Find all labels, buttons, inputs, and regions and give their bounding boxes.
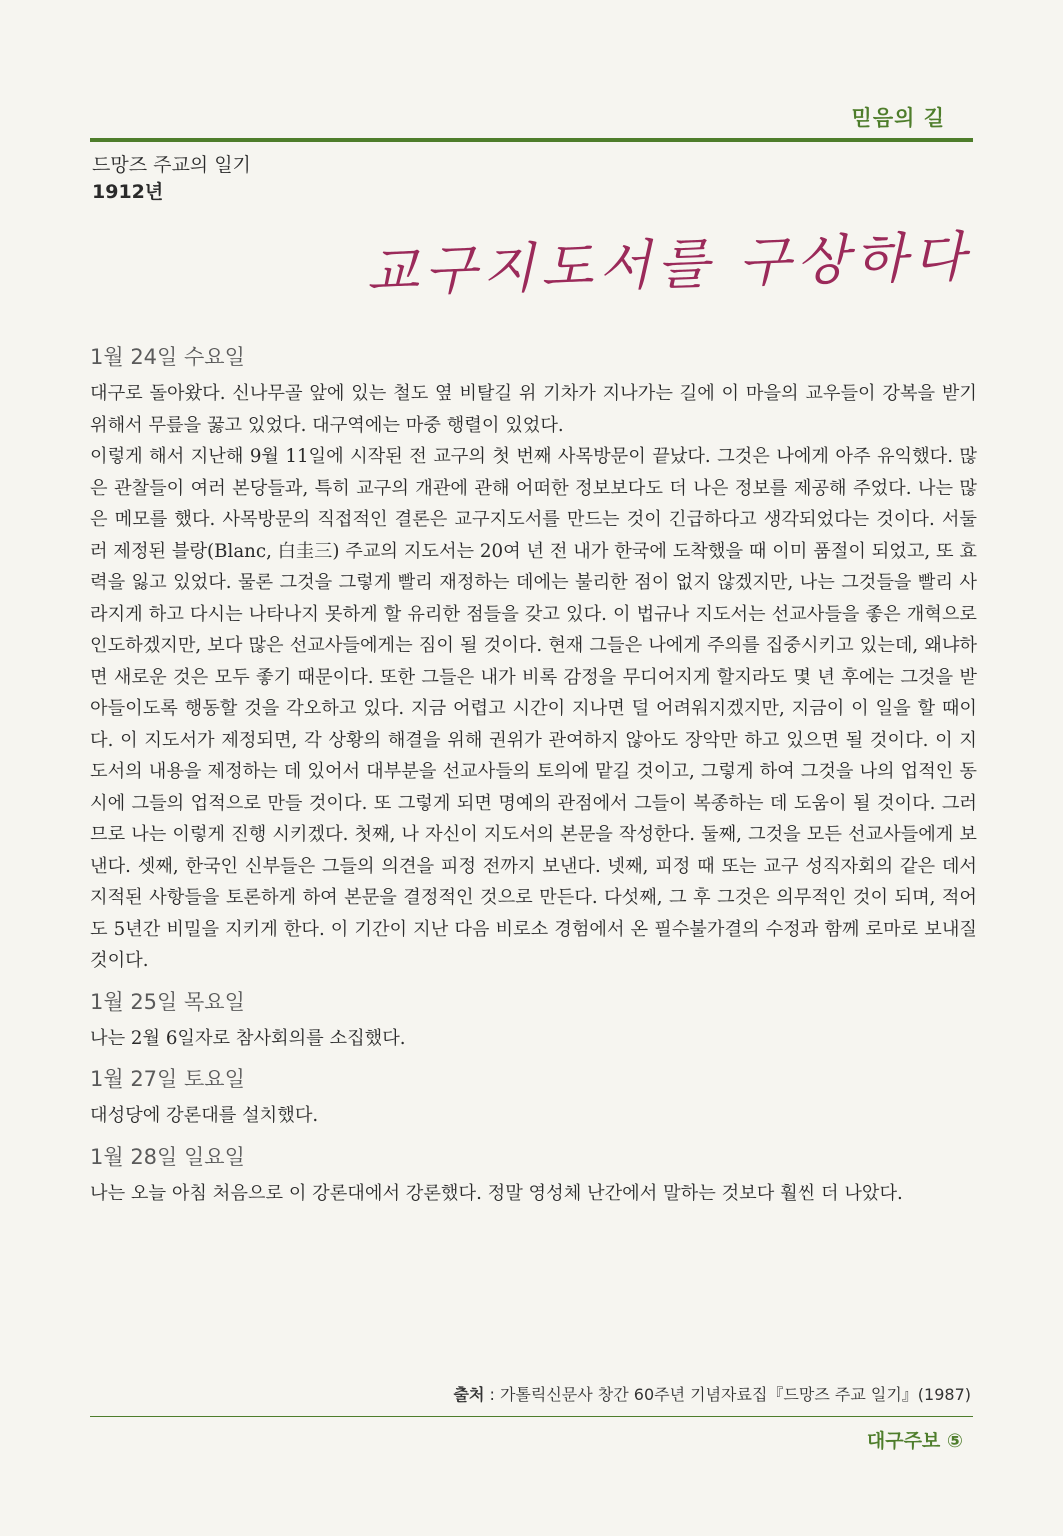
entry-paragraph: 나는 2월 6일자로 참사회의를 소집했다. bbox=[90, 1027, 406, 1049]
top-divider bbox=[90, 138, 973, 142]
entry-paragraph: 이렇게 해서 지난해 9월 11일에 시작된 전 교구의 첫 번째 사목방문이 끝났다. 그것은 나에게 아주 유익했다. 많은 관찰들이 여러 본당들과, 특히 교구의 개관에 관해 어떠한 정보보다도 더 나은 정보를 제공해 주었다. 나는 많은 메모를 했다. 사목방문의 직접적인 결론은 교구지도서를 만드는 것이 긴급하다고 생각되었다는 것이다. 서둘러 제정된 블랑(Blanc, 白圭三) 주교의 지도서는 20여 년 전 내가 한국에 도착했을 때 이미 품절이 되었고, 또 효력을 잃고 있었다. 물론 그것을 그렇게 빨리 재정하는 데에는 불리한 점이 없지 않겠지만, 나는 그것들을 빨리 사라지게 하고 다시는 나타나지 못하게 할 유리한 점들을 갖고 있다. 이 법규나 지도서는 선교사들을 좋은 개혁으로 인도하겠지만, 보다 많은 선교사들에게는 짐이 될 것이다. 현재 그들은 나에게 주의를 집중시키고 있는데, 왜냐하면 새로운 것은 모두 좋기 때문이다. 또한 그들은 내가 비록 감정을 무디어지게 할지라도 몇 년 후에는 그것을 받아들이도록 행동할 것을 각오하고 있다. 지금 어렵고 시간이 지나면 덜 어려워지겠지만, 지금이 이 일을 할 때이다. 이 지도서가 제정되면, 각 상황의 해결을 위해 권위가 관여하지 않아도 장악만 하고 있으면 될 것이다. 이 지도서의 내용을 제정하는 데 있어서 대부분을 선교사들의 토의에 맡길 것이고, 그렇게 하여 그것을 나의 업적인 동시에 그들의 업적으로 만들 것이다. 또 그렇게 되면 명예의 관점에서 그들이 복종하는 데 도움이 될 것이다. 그러므로 나는 이렇게 진행 시키겠다. 첫째, 나 자신이 지도서의 본문을 작성한다. 둘째, 그것을 모든 선교사들에게 보낸다. 셋째, 한국인 신부들은 그들의 의견을 피정 전까지 보낸다. 넷째, 피정 때 또는 교구 성직자회의 같은 데서 지적된 사항들을 토론하게 하여 본문을 결정적인 것으로 만든다. 다섯째, 그 후 그것은 의무적인 것이 되며, 적어도 5년간 비밀을 지키게 한다. 이 기간이 지난 다음 비로소 경험에서 온 필수불가결의 수정과 함께 로마로 보내질 것이다. bbox=[90, 446, 977, 971]
entry-body bbox=[90, 1023, 977, 1055]
diary-content bbox=[90, 342, 977, 1219]
diary-entry bbox=[90, 342, 977, 977]
diary-entry bbox=[90, 1064, 977, 1132]
source-text: : 가톨릭신문사 창간 60주년 기념자료집『드망즈 주교 일기』(1987) bbox=[484, 1385, 971, 1404]
entry-body bbox=[90, 1178, 977, 1210]
bottom-divider bbox=[90, 1416, 973, 1417]
entry-body bbox=[90, 378, 977, 977]
publication-footer: 대구주보 ⑤ bbox=[866, 1430, 963, 1452]
diary-entry bbox=[90, 1142, 977, 1210]
series-year: 1912년 bbox=[92, 181, 164, 203]
section-label: 믿음의 길 bbox=[851, 106, 945, 130]
source-label: 출처 bbox=[453, 1385, 485, 1404]
entry-paragraph: 나는 오늘 아침 처음으로 이 강론대에서 강론했다. 정말 영성체 난간에서 말하는 것보다 훨씬 더 나았다. bbox=[90, 1182, 903, 1204]
entry-body bbox=[90, 1100, 977, 1132]
source-citation bbox=[453, 1382, 971, 1405]
series-header bbox=[92, 152, 251, 206]
entry-date: 1월 27일 토요일 bbox=[90, 1067, 245, 1091]
series-title: 드망즈 주교의 일기 bbox=[92, 154, 251, 176]
page-title: 교구지도서를 구상하다 bbox=[365, 225, 972, 304]
entry-date: 1월 28일 일요일 bbox=[90, 1144, 245, 1169]
entry-paragraph: 대구로 돌아왔다. 신나무골 앞에 있는 철도 옆 비탈길 위 기차가 지나가는 길에 이 마을의 교우들이 강복을 받기 위해서 무릎을 꿇고 있었다. 대구역에는 마중 행렬이 있었다. bbox=[90, 383, 977, 436]
entry-date: 1월 24일 수요일 bbox=[90, 345, 245, 369]
diary-entry bbox=[90, 987, 977, 1055]
entry-date: 1월 25일 목요일 bbox=[90, 989, 245, 1014]
entry-paragraph: 대성당에 강론대를 설치했다. bbox=[90, 1105, 319, 1126]
